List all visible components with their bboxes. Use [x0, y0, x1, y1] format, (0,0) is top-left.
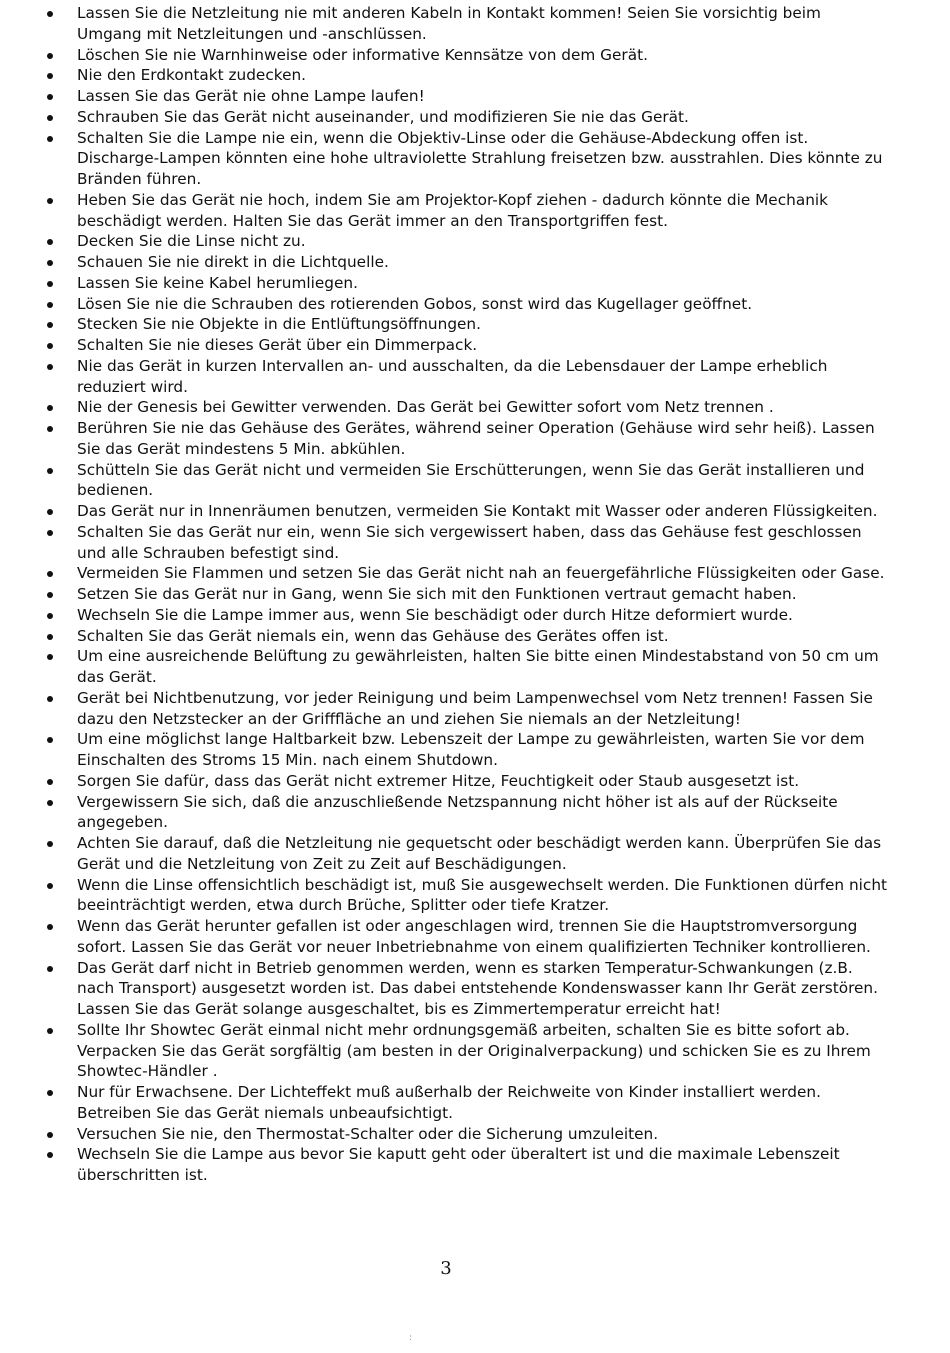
- list-item-text: Nie das Gerät in kurzen Intervallen an- und ausschalten, da die Lebensdauer der Lampe erheblich reduziert wird.: [77, 356, 828, 396]
- list-item: [0, 314, 950, 335]
- list-item: [0, 729, 950, 771]
- bullet-icon: [47, 136, 53, 142]
- bullet-icon: [47, 966, 53, 972]
- list-item: [0, 3, 950, 45]
- bullet-icon: [47, 1152, 53, 1158]
- bullet-icon: [47, 924, 53, 930]
- bullet-icon: [47, 1132, 53, 1138]
- bullet-icon: [47, 800, 53, 806]
- list-item-text: Heben Sie das Gerät nie hoch, indem Sie am Projektor-Kopf ziehen - dadurch könnte die Mechanik beschädigt werden. Halten Sie das Gerät immer an den Transportgriffen fest.: [77, 190, 828, 230]
- list-item: [0, 792, 950, 834]
- list-item: [0, 1124, 950, 1145]
- list-item: [0, 252, 950, 273]
- list-item-text: Löschen Sie nie Warnhinweise oder informative Kennsätze von dem Gerät.: [77, 45, 648, 64]
- list-item: [0, 916, 950, 958]
- list-item: [0, 397, 950, 418]
- bullet-icon: [47, 571, 53, 577]
- safety-instructions-list: [0, 3, 950, 1186]
- list-item: [0, 190, 950, 232]
- list-item: [0, 45, 950, 66]
- list-item-text: Nie der Genesis bei Gewitter verwenden. Das Gerät bei Gewitter sofort vom Netz trennen .: [77, 398, 774, 417]
- bullet-icon: [47, 613, 53, 619]
- bullet-icon: [47, 426, 53, 432]
- list-item: [0, 626, 950, 647]
- bullet-icon: [47, 94, 53, 100]
- bullet-icon: [47, 322, 53, 328]
- page-number: 3: [440, 1258, 452, 1279]
- bullet-icon: [47, 73, 53, 79]
- list-item-text: Wenn das Gerät herunter gefallen ist oder angeschlagen wird, trennen Sie die Hauptstromversorgung sofort. Lassen Sie das Gerät vor neuer Inbetriebnahme von einem qualifizierten Techniker kontrollieren.: [77, 917, 871, 956]
- list-item: [0, 335, 950, 356]
- list-item-text: Nur für Erwachsene. Der Lichteffekt muß außerhalb der Reichweite von Kinder installiert werden. Betreiben Sie das Gerät niemals unbeaufsichtigt.: [77, 1083, 821, 1122]
- list-item: [0, 128, 950, 190]
- list-item-text: Um eine ausreichende Belüftung zu gewährleisten, halten Sie bitte einen Mindestabstand von 50 cm um das Gerät.: [77, 647, 879, 686]
- list-item: [0, 501, 950, 522]
- list-item: [0, 1020, 950, 1082]
- bullet-icon: [47, 281, 53, 287]
- bullet-icon: [47, 302, 53, 308]
- bullet-icon: [47, 198, 53, 204]
- list-item: [0, 875, 950, 917]
- list-item: [0, 1144, 950, 1186]
- list-item-text: Nie den Erdkontakt zudecken.: [77, 66, 307, 85]
- list-item-text: Schalten Sie die Lampe nie ein, wenn die Objektiv-Linse oder die Gehäuse-Abdeckung offen ist. Discharge-Lampen könnten eine hohe ultraviolette Strahlung freisetzen bzw. ausstrahlen. Dies könnte zu Bränden führen.: [77, 128, 883, 188]
- bullet-icon: [47, 11, 53, 17]
- list-item: [0, 958, 950, 1020]
- bullet-icon: [47, 1028, 53, 1034]
- list-item-text: Schalten Sie nie dieses Gerät über ein Dimmerpack.: [77, 336, 478, 354]
- bullet-icon: [47, 509, 53, 515]
- list-item-text: Lassen Sie das Gerät nie ohne Lampe laufen!: [77, 87, 425, 105]
- list-item: [0, 605, 950, 626]
- list-item: [0, 584, 950, 605]
- list-item-text: Wechseln Sie die Lampe aus bevor Sie kaputt geht oder überaltert ist und die maximale Lebenszeit überschritten ist.: [77, 1145, 840, 1184]
- list-item: [0, 688, 950, 730]
- bullet-icon: [47, 239, 53, 245]
- list-item-text: Sollte Ihr Showtec Gerät einmal nicht mehr ordnungsgemäß arbeiten, schalten Sie es bitte sofort ab. Verpacken Sie das Gerät sorgfältig (am besten in der Originalverpackung) und schicken Sie es zu Ihrem Showtec-Händler .: [77, 1020, 871, 1081]
- list-item-text: Schütteln Sie das Gerät nicht und vermeiden Sie Erschütterungen, wenn Sie das Gerät installieren und bedienen.: [77, 460, 865, 500]
- list-item-text: Versuchen Sie nie, den Thermostat-Schalter oder die Sicherung umzuleiten.: [77, 1124, 659, 1143]
- bullet-icon: [47, 696, 53, 702]
- list-item-text: Schalten Sie das Gerät nur ein, wenn Sie sich vergewissert haben, dass das Gehäuse fest geschlossen und alle Schrauben befestigt sind.: [77, 522, 862, 562]
- bullet-icon: [47, 841, 53, 847]
- scan-artifact-mark: :: [409, 1333, 413, 1343]
- list-item: [0, 65, 950, 86]
- bullet-icon: [47, 405, 53, 411]
- bullet-icon: [47, 634, 53, 640]
- list-item: [0, 646, 950, 688]
- list-item: [0, 356, 950, 398]
- list-item-text: Das Gerät nur in Innenräumen benutzen, vermeiden Sie Kontakt mit Wasser oder anderen Flüssigkeiten.: [77, 502, 878, 520]
- list-item-text: Wenn die Linse offensichtlich beschädigt ist, muß Sie ausgewechselt werden. Die Funktionen dürfen nicht beeinträchtigt werden, etwa durch Brüche, Splitter oder tiefe Kratzer.: [77, 875, 888, 915]
- bullet-icon: [47, 737, 53, 743]
- bullet-icon: [47, 883, 53, 889]
- list-item-text: Berühren Sie nie das Gehäuse des Gerätes, während seiner Operation (Gehäuse wird sehr heiß). Lassen Sie das Gerät mindestens 5 Min. abkühlen.: [77, 419, 875, 458]
- list-item-text: Sorgen Sie dafür, dass das Gerät nicht extremer Hitze, Feuchtigkeit oder Staub ausgesetzt ist.: [77, 771, 800, 790]
- bullet-icon: [47, 779, 53, 785]
- list-item: [0, 460, 950, 502]
- list-item: [0, 522, 950, 564]
- bullet-icon: [47, 53, 53, 59]
- list-item-text: Setzen Sie das Gerät nur in Gang, wenn Sie sich mit den Funktionen vertraut gemacht haben.: [77, 585, 797, 603]
- bullet-icon: [47, 115, 53, 121]
- bullet-icon: [47, 1090, 53, 1096]
- list-item: [0, 273, 950, 294]
- list-item-text: Lassen Sie keine Kabel herumliegen.: [77, 273, 358, 292]
- list-item-text: Schalten Sie das Gerät niemals ein, wenn das Gehäuse des Gerätes offen ist.: [77, 626, 669, 645]
- list-item-text: Achten Sie darauf, daß die Netzleitung nie gequetscht oder beschädigt werden kann. Überprüfen Sie das Gerät und die Netzleitung von Zeit zu Zeit auf Beschädigungen.: [77, 834, 882, 873]
- list-item-text: Vergewissern Sie sich, daß die anzuschließende Netzspannung nicht höher ist als auf der Rückseite angegeben.: [77, 792, 838, 832]
- list-item-text: Schrauben Sie das Gerät nicht auseinander, und modifizieren Sie nie das Gerät.: [77, 107, 689, 126]
- list-item-text: Schauen Sie nie direkt in die Lichtquelle.: [77, 253, 389, 271]
- list-item: [0, 563, 950, 584]
- list-item: [0, 231, 950, 252]
- list-item-text: Gerät bei Nichtbenutzung, vor jeder Reinigung und beim Lampenwechsel vom Netz trennen! Fassen Sie dazu den Netzstecker an der Grifffläche an und ziehen Sie niemals an der Netzleitung!: [77, 688, 873, 728]
- list-item: [0, 833, 950, 875]
- list-item-text: Um eine möglichst lange Haltbarkeit bzw. Lebenszeit der Lampe zu gewährleisten, warten Sie vor dem Einschalten des Stroms 15 Min. nach einem Shutdown.: [77, 730, 865, 769]
- list-item-text: Lösen Sie nie die Schrauben des rotierenden Gobos, sonst wird das Kugellager geöffnet.: [77, 294, 753, 313]
- list-item: [0, 86, 950, 107]
- bullet-icon: [47, 260, 53, 266]
- bullet-icon: [47, 592, 53, 598]
- list-item: [0, 771, 950, 792]
- list-item-text: Vermeiden Sie Flammen und setzen Sie das Gerät nicht nah an feuergefährliche Flüssigkeiten oder Gase.: [77, 564, 885, 583]
- list-item: [0, 418, 950, 460]
- list-item: [0, 107, 950, 128]
- list-item: [0, 1082, 950, 1124]
- list-item-text: Stecken Sie nie Objekte in die Entlüftungsöffnungen.: [77, 315, 481, 334]
- list-item-text: Lassen Sie die Netzleitung nie mit anderen Kabeln in Kontakt kommen! Seien Sie vorsichtig beim Umgang mit Netzleitungen und -anschlüssen.: [77, 4, 821, 43]
- bullet-icon: [47, 654, 53, 660]
- list-item-text: Das Gerät darf nicht in Betrieb genommen werden, wenn es starken Temperatur-Schwankungen (z.B. nach Transport) ausgesetzt worden ist. Das dabei entstehende Kondenswasser kann Ihr Gerät zerstören. Lassen Sie das Gerät solange ausgeschaltet, bis es Zimmertemperatur erreicht hat!: [77, 958, 878, 1018]
- bullet-icon: [47, 364, 53, 370]
- bullet-icon: [47, 343, 53, 349]
- bullet-icon: [47, 530, 53, 536]
- bullet-icon: [47, 468, 53, 474]
- list-item: [0, 294, 950, 315]
- list-item-text: Wechseln Sie die Lampe immer aus, wenn Sie beschädigt oder durch Hitze deformiert wurde.: [77, 605, 793, 624]
- list-item-text: Decken Sie die Linse nicht zu.: [77, 232, 306, 251]
